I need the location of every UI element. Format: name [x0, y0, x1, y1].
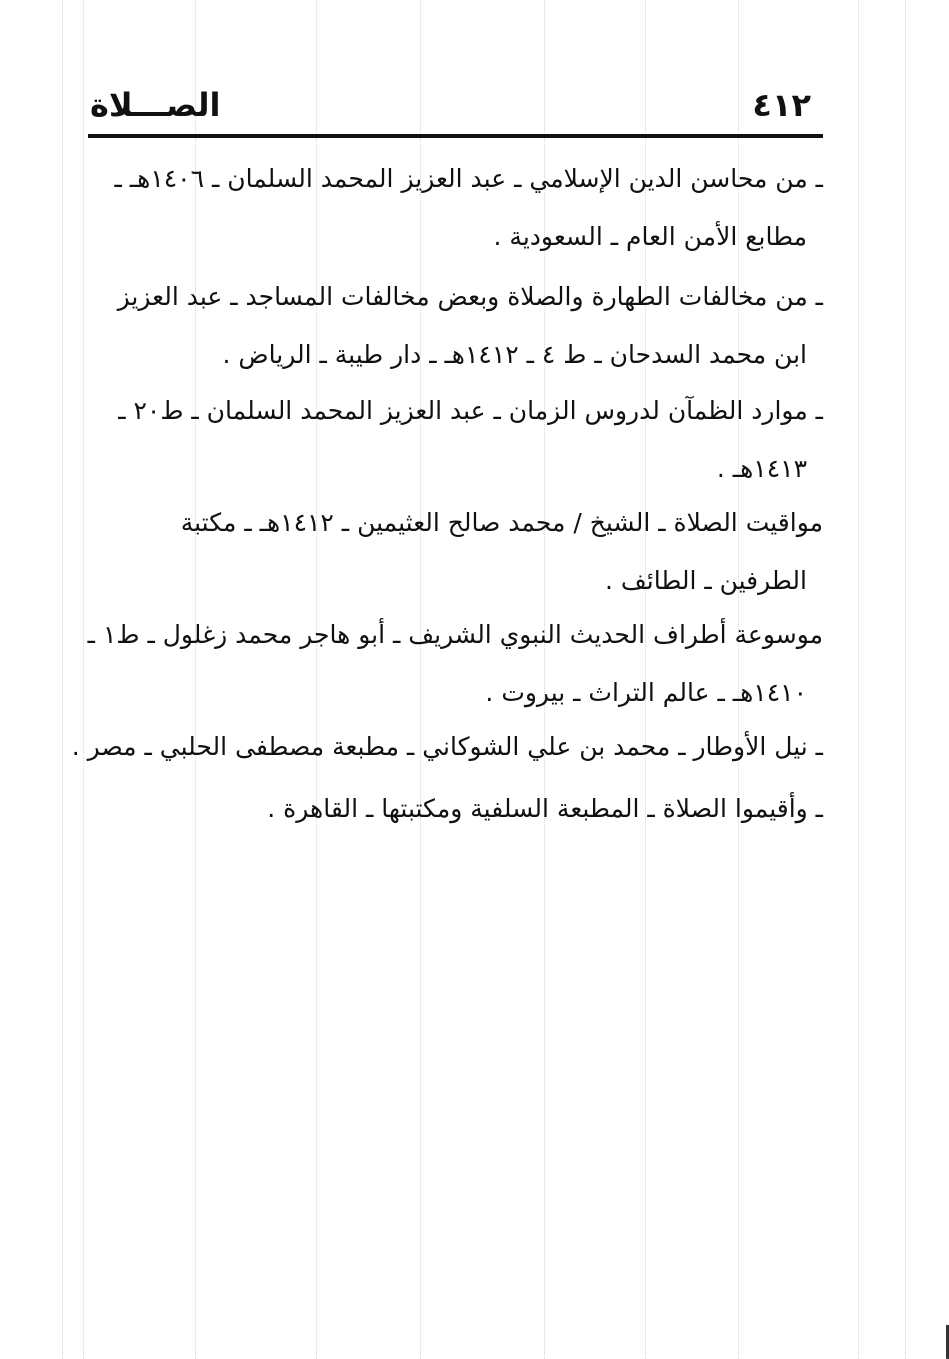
- bibliography-entry: [118, 268, 823, 384]
- bibliography-entry: [72, 718, 823, 776]
- header-divider: [88, 134, 823, 138]
- entry-line: مطابع الأمن العام ـ السعودية .: [493, 222, 807, 251]
- scan-guide-line: [858, 0, 859, 1359]
- entry-line: الطرفين ـ الطائف .: [604, 566, 807, 595]
- bibliography-entry: [115, 150, 823, 266]
- bibliography-entry: [267, 780, 823, 838]
- entry-line: ـ من محاسن الدين الإسلامي ـ عبد العزيز المحمد السلمان ـ ١٤٠٦هـ ـ: [114, 164, 823, 193]
- entry-line: موسوعة أطراف الحديث النبوي الشريف ـ أبو هاجر محمد زغلول ـ ط١ ـ: [87, 620, 823, 649]
- bibliography-entry: [181, 494, 823, 610]
- entry-line: مواقيت الصلاة ـ الشيخ / محمد صالح العثيمين ـ ١٤١٢هـ ـ مكتبة: [180, 508, 823, 537]
- entry-line: ١٤١٣هـ .: [716, 454, 807, 483]
- scan-guide-line: [62, 0, 63, 1359]
- page-header: [90, 82, 823, 137]
- entry-line: ـ نيل الأوطار ـ محمد بن علي الشوكاني ـ مطبعة مصطفى الحلبي ـ مصر .: [71, 732, 823, 761]
- running-title: الصـــلاة: [90, 86, 221, 124]
- entry-line: ـ موارد الظمآن لدروس الزمان ـ عبد العزيز المحمد السلمان ـ ط٢٠ ـ: [118, 396, 823, 425]
- scan-guide-line: [905, 0, 906, 1359]
- scan-guide-line: [83, 0, 84, 1359]
- bibliography-entry: [88, 606, 823, 722]
- entry-line: ابن محمد السدحان ـ ط ٤ ـ ١٤١٢هـ ـ دار طيبة ـ الرياض .: [222, 340, 807, 369]
- scan-edge-mark: [936, 1325, 949, 1359]
- entry-line: ١٤١٠هـ ـ عالم التراث ـ بيروت .: [485, 678, 807, 707]
- entry-line: ـ من مخالفات الطهارة والصلاة وبعض مخالفات المساجد ـ عبد العزيز: [117, 282, 823, 311]
- page-number: ٤١٢: [752, 86, 811, 124]
- bibliography-entry: [118, 382, 823, 498]
- entry-line: ـ وأقيموا الصلاة ـ المطبعة السلفية ومكتبتها ـ القاهرة .: [267, 794, 823, 823]
